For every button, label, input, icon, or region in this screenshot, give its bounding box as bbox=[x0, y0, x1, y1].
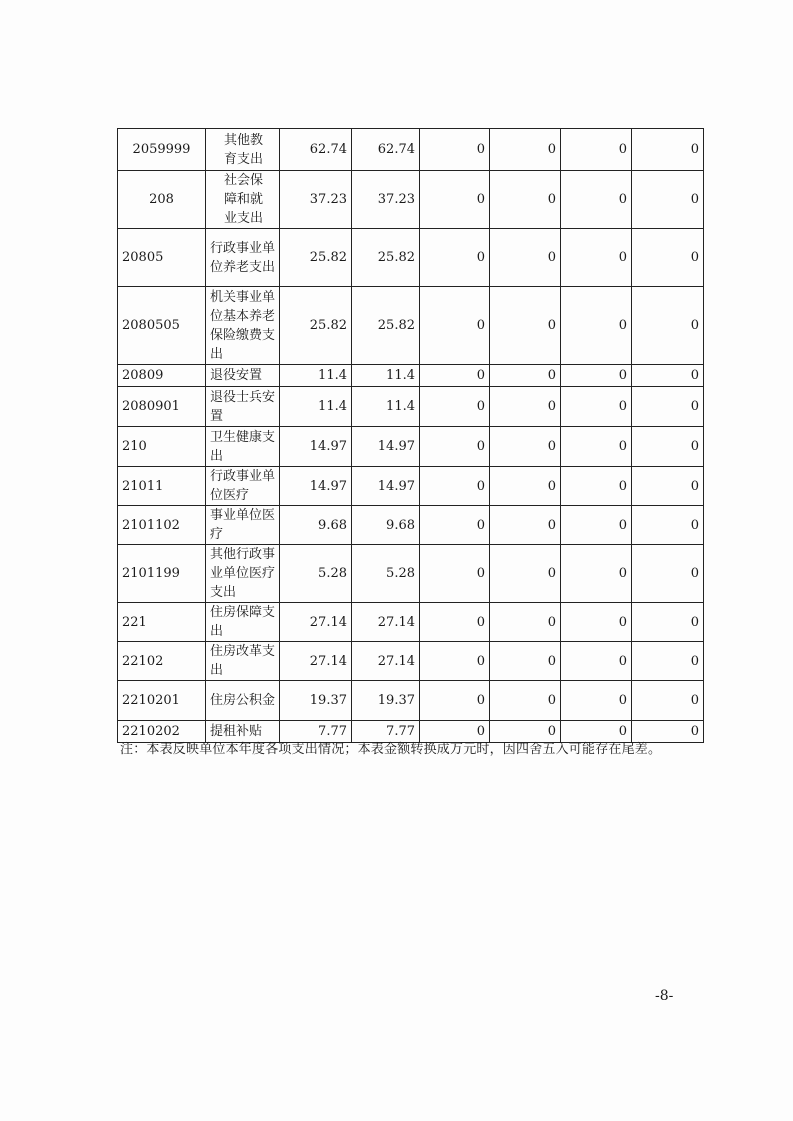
table-row bbox=[118, 467, 704, 506]
subject-name: 住房公积金 bbox=[206, 681, 280, 721]
subject-code: 210 bbox=[118, 427, 206, 467]
total-amount: 27.14 bbox=[280, 603, 352, 642]
basic-amount: 27.14 bbox=[352, 642, 420, 681]
amount-cell: 0 bbox=[632, 642, 704, 681]
basic-amount: 37.23 bbox=[352, 171, 420, 229]
amount-cell: 0 bbox=[561, 129, 632, 171]
table-row bbox=[118, 229, 704, 287]
amount-cell: 0 bbox=[420, 721, 490, 743]
amount-cell: 0 bbox=[420, 642, 490, 681]
amount-cell: 0 bbox=[632, 681, 704, 721]
total-amount: 5.28 bbox=[280, 545, 352, 603]
amount-cell: 0 bbox=[490, 681, 561, 721]
amount-cell: 0 bbox=[490, 721, 561, 743]
subject-name: 退役安置 bbox=[206, 365, 280, 387]
amount-cell: 0 bbox=[561, 603, 632, 642]
basic-amount: 5.28 bbox=[352, 545, 420, 603]
amount-cell: 0 bbox=[490, 171, 561, 229]
amount-cell: 0 bbox=[490, 545, 561, 603]
subject-code: 208 bbox=[118, 171, 206, 229]
subject-code: 2210202 bbox=[118, 721, 206, 743]
table-row bbox=[118, 427, 704, 467]
amount-cell: 0 bbox=[420, 467, 490, 506]
amount-cell: 0 bbox=[420, 387, 490, 427]
amount-cell: 0 bbox=[490, 427, 561, 467]
amount-cell: 0 bbox=[420, 171, 490, 229]
amount-cell: 0 bbox=[632, 603, 704, 642]
amount-cell: 0 bbox=[420, 506, 490, 545]
basic-amount: 25.82 bbox=[352, 287, 420, 365]
subject-name: 社会保障和就业支出 bbox=[206, 171, 280, 229]
total-amount: 11.4 bbox=[280, 387, 352, 427]
amount-cell: 0 bbox=[632, 721, 704, 743]
amount-cell: 0 bbox=[632, 387, 704, 427]
page-number: -8- bbox=[655, 988, 674, 1004]
amount-cell: 0 bbox=[632, 171, 704, 229]
subject-code: 20805 bbox=[118, 229, 206, 287]
basic-amount: 25.82 bbox=[352, 229, 420, 287]
subject-name: 提租补贴 bbox=[206, 721, 280, 743]
amount-cell: 0 bbox=[561, 681, 632, 721]
total-amount: 7.77 bbox=[280, 721, 352, 743]
amount-cell: 0 bbox=[490, 287, 561, 365]
amount-cell: 0 bbox=[561, 387, 632, 427]
subject-name: 事业单位医疗 bbox=[206, 506, 280, 545]
subject-code: 221 bbox=[118, 603, 206, 642]
total-amount: 11.4 bbox=[280, 365, 352, 387]
amount-cell: 0 bbox=[632, 506, 704, 545]
total-amount: 19.37 bbox=[280, 681, 352, 721]
subject-name: 退役士兵安置 bbox=[206, 387, 280, 427]
subject-name: 住房改革支出 bbox=[206, 642, 280, 681]
basic-amount: 7.77 bbox=[352, 721, 420, 743]
basic-amount: 11.4 bbox=[352, 387, 420, 427]
subject-name: 行政事业单位医疗 bbox=[206, 467, 280, 506]
total-amount: 9.68 bbox=[280, 506, 352, 545]
expenditure-table bbox=[117, 128, 704, 743]
amount-cell: 0 bbox=[490, 603, 561, 642]
table-row bbox=[118, 129, 704, 171]
subject-name: 其他行政事业单位医疗支出 bbox=[206, 545, 280, 603]
amount-cell: 0 bbox=[420, 229, 490, 287]
amount-cell: 0 bbox=[561, 506, 632, 545]
amount-cell: 0 bbox=[632, 467, 704, 506]
amount-cell: 0 bbox=[561, 229, 632, 287]
amount-cell: 0 bbox=[561, 545, 632, 603]
subject-code: 22102 bbox=[118, 642, 206, 681]
amount-cell: 0 bbox=[420, 427, 490, 467]
table-row bbox=[118, 642, 704, 681]
subject-code: 2080901 bbox=[118, 387, 206, 427]
total-amount: 37.23 bbox=[280, 171, 352, 229]
subject-code: 2059999 bbox=[118, 129, 206, 171]
table-row bbox=[118, 287, 704, 365]
amount-cell: 0 bbox=[561, 642, 632, 681]
subject-code: 20809 bbox=[118, 365, 206, 387]
basic-amount: 27.14 bbox=[352, 603, 420, 642]
amount-cell: 0 bbox=[490, 129, 561, 171]
subject-name: 机关事业单位基本养老保险缴费支出 bbox=[206, 287, 280, 365]
amount-cell: 0 bbox=[632, 287, 704, 365]
amount-cell: 0 bbox=[490, 467, 561, 506]
amount-cell: 0 bbox=[420, 129, 490, 171]
basic-amount: 14.97 bbox=[352, 467, 420, 506]
subject-name: 行政事业单位养老支出 bbox=[206, 229, 280, 287]
amount-cell: 0 bbox=[561, 287, 632, 365]
amount-cell: 0 bbox=[420, 545, 490, 603]
subject-name: 卫生健康支出 bbox=[206, 427, 280, 467]
subject-name: 住房保障支出 bbox=[206, 603, 280, 642]
amount-cell: 0 bbox=[561, 365, 632, 387]
subject-code: 2101199 bbox=[118, 545, 206, 603]
subject-code: 21011 bbox=[118, 467, 206, 506]
basic-amount: 14.97 bbox=[352, 427, 420, 467]
table-row bbox=[118, 603, 704, 642]
total-amount: 27.14 bbox=[280, 642, 352, 681]
amount-cell: 0 bbox=[420, 681, 490, 721]
amount-cell: 0 bbox=[420, 365, 490, 387]
amount-cell: 0 bbox=[490, 387, 561, 427]
total-amount: 14.97 bbox=[280, 427, 352, 467]
amount-cell: 0 bbox=[490, 642, 561, 681]
table-row bbox=[118, 506, 704, 545]
total-amount: 62.74 bbox=[280, 129, 352, 171]
amount-cell: 0 bbox=[561, 171, 632, 229]
amount-cell: 0 bbox=[632, 427, 704, 467]
table-footnote: 注：本表反映单位本年度各项支出情况；本表金额转换成万元时，因四舍五入可能存在尾差。 bbox=[120, 742, 662, 757]
table-row bbox=[118, 171, 704, 229]
amount-cell: 0 bbox=[490, 365, 561, 387]
amount-cell: 0 bbox=[561, 427, 632, 467]
amount-cell: 0 bbox=[420, 603, 490, 642]
amount-cell: 0 bbox=[420, 287, 490, 365]
basic-amount: 11.4 bbox=[352, 365, 420, 387]
amount-cell: 0 bbox=[632, 229, 704, 287]
amount-cell: 0 bbox=[632, 365, 704, 387]
table-row bbox=[118, 365, 704, 387]
amount-cell: 0 bbox=[632, 545, 704, 603]
amount-cell: 0 bbox=[490, 229, 561, 287]
basic-amount: 9.68 bbox=[352, 506, 420, 545]
total-amount: 25.82 bbox=[280, 287, 352, 365]
total-amount: 14.97 bbox=[280, 467, 352, 506]
table-row bbox=[118, 681, 704, 721]
amount-cell: 0 bbox=[490, 506, 561, 545]
amount-cell: 0 bbox=[561, 721, 632, 743]
amount-cell: 0 bbox=[561, 467, 632, 506]
subject-name: 其他教育支出 bbox=[206, 129, 280, 171]
amount-cell: 0 bbox=[632, 129, 704, 171]
basic-amount: 62.74 bbox=[352, 129, 420, 171]
basic-amount: 19.37 bbox=[352, 681, 420, 721]
subject-code: 2210201 bbox=[118, 681, 206, 721]
table-row bbox=[118, 545, 704, 603]
total-amount: 25.82 bbox=[280, 229, 352, 287]
subject-code: 2101102 bbox=[118, 506, 206, 545]
subject-code: 2080505 bbox=[118, 287, 206, 365]
table-row bbox=[118, 387, 704, 427]
